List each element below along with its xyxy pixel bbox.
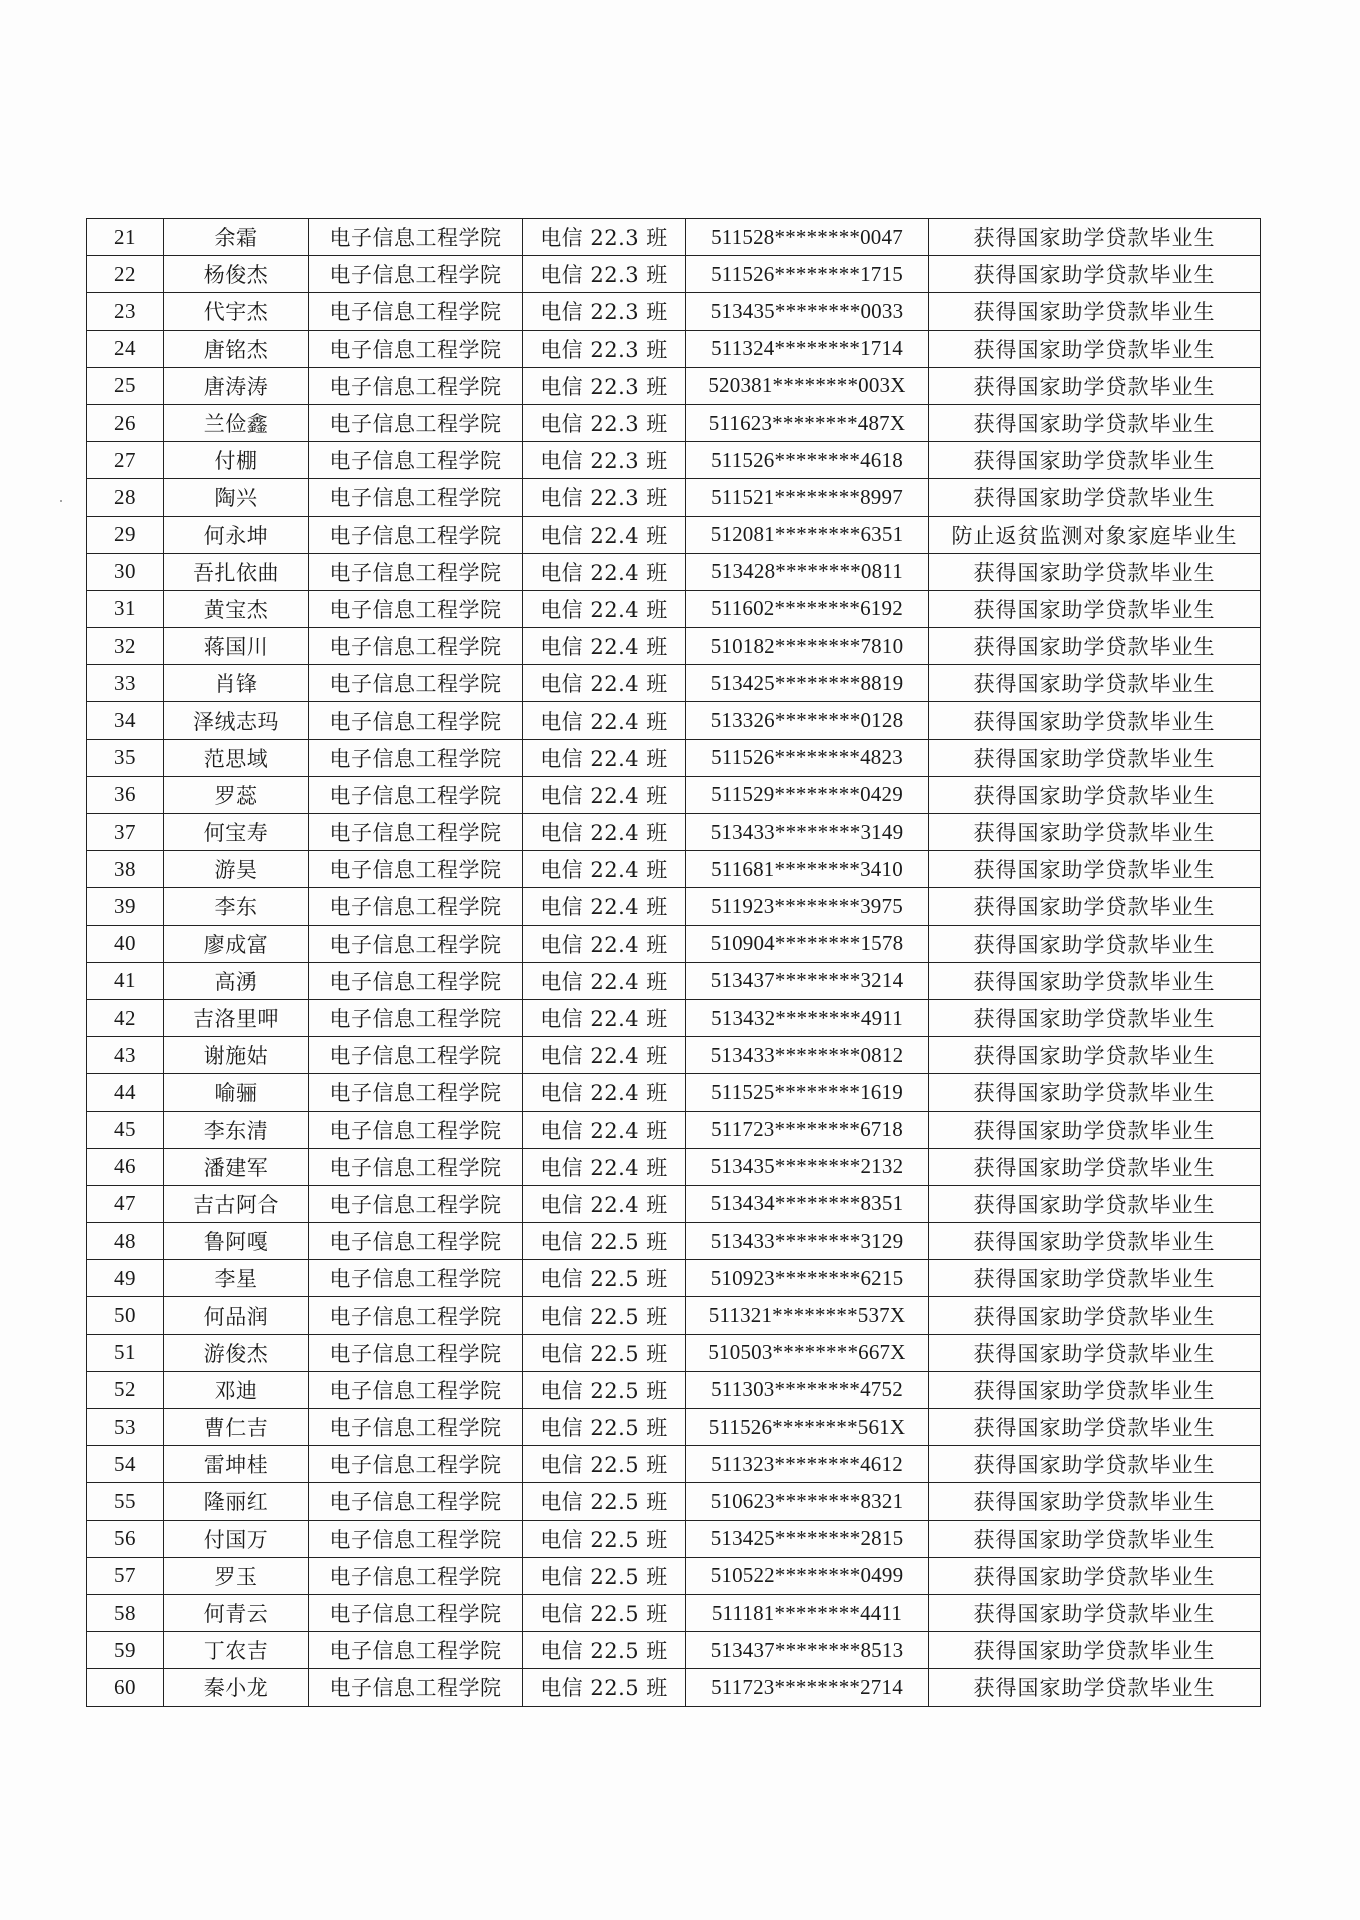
id-number-cell: 511521********8997	[686, 479, 929, 516]
college-cell: 电子信息工程学院	[309, 1037, 523, 1074]
college-cell: 电子信息工程学院	[309, 1148, 523, 1185]
student-name-cell: 蒋国川	[164, 628, 309, 665]
category-cell: 获得国家助学贷款毕业生	[929, 1520, 1261, 1557]
table-row	[87, 1037, 1261, 1074]
class-cell: 电信 22.3 班	[523, 479, 686, 516]
college-cell: 电子信息工程学院	[309, 1371, 523, 1408]
student-name-cell: 何宝寿	[164, 814, 309, 851]
category-cell: 获得国家助学贷款毕业生	[929, 293, 1261, 330]
table-row	[87, 1520, 1261, 1557]
id-number-cell: 511923********3975	[686, 888, 929, 925]
college-cell: 电子信息工程学院	[309, 256, 523, 293]
row-number-cell: 54	[87, 1446, 164, 1483]
category-cell: 获得国家助学贷款毕业生	[929, 925, 1261, 962]
college-cell: 电子信息工程学院	[309, 888, 523, 925]
college-cell: 电子信息工程学院	[309, 1409, 523, 1446]
id-number-cell: 511528********0047	[686, 219, 929, 256]
college-cell: 电子信息工程学院	[309, 479, 523, 516]
category-cell: 获得国家助学贷款毕业生	[929, 1334, 1261, 1371]
id-number-cell: 513437********8513	[686, 1632, 929, 1669]
student-name-cell: 李星	[164, 1260, 309, 1297]
student-name-cell: 邓迪	[164, 1371, 309, 1408]
student-name-cell: 潘建军	[164, 1148, 309, 1185]
row-number-cell: 27	[87, 442, 164, 479]
class-cell: 电信 22.4 班	[523, 665, 686, 702]
category-cell: 获得国家助学贷款毕业生	[929, 851, 1261, 888]
class-cell: 电信 22.3 班	[523, 367, 686, 404]
college-cell: 电子信息工程学院	[309, 776, 523, 813]
college-cell: 电子信息工程学院	[309, 1483, 523, 1520]
class-cell: 电信 22.4 班	[523, 628, 686, 665]
table-row	[87, 1260, 1261, 1297]
table-row	[87, 1483, 1261, 1520]
id-number-cell: 511681********3410	[686, 851, 929, 888]
college-cell: 电子信息工程学院	[309, 702, 523, 739]
id-number-cell: 511525********1619	[686, 1074, 929, 1111]
class-cell: 电信 22.4 班	[523, 553, 686, 590]
table-row	[87, 1185, 1261, 1222]
student-name-cell: 代宇杰	[164, 293, 309, 330]
row-number-cell: 40	[87, 925, 164, 962]
category-cell: 获得国家助学贷款毕业生	[929, 1409, 1261, 1446]
college-cell: 电子信息工程学院	[309, 330, 523, 367]
table-row	[87, 925, 1261, 962]
class-cell: 电信 22.4 班	[523, 925, 686, 962]
class-cell: 电信 22.4 班	[523, 590, 686, 627]
row-number-cell: 31	[87, 590, 164, 627]
class-cell: 电信 22.4 班	[523, 999, 686, 1036]
college-cell: 电子信息工程学院	[309, 1074, 523, 1111]
student-name-cell: 杨俊杰	[164, 256, 309, 293]
category-cell: 获得国家助学贷款毕业生	[929, 590, 1261, 627]
student-name-cell: 兰俭鑫	[164, 404, 309, 441]
id-number-cell: 513433********0812	[686, 1037, 929, 1074]
college-cell: 电子信息工程学院	[309, 516, 523, 553]
class-cell: 电信 22.4 班	[523, 516, 686, 553]
category-cell: 获得国家助学贷款毕业生	[929, 479, 1261, 516]
id-number-cell: 513433********3129	[686, 1223, 929, 1260]
college-cell: 电子信息工程学院	[309, 1557, 523, 1594]
category-cell: 获得国家助学贷款毕业生	[929, 1483, 1261, 1520]
row-number-cell: 50	[87, 1297, 164, 1334]
student-name-cell: 付棚	[164, 442, 309, 479]
student-name-cell: 吉古阿合	[164, 1185, 309, 1222]
row-number-cell: 28	[87, 479, 164, 516]
student-name-cell: 何品润	[164, 1297, 309, 1334]
id-number-cell: 513433********3149	[686, 814, 929, 851]
id-number-cell: 510923********6215	[686, 1260, 929, 1297]
id-number-cell: 511526********561X	[686, 1409, 929, 1446]
category-cell: 获得国家助学贷款毕业生	[929, 702, 1261, 739]
row-number-cell: 49	[87, 1260, 164, 1297]
category-cell: 获得国家助学贷款毕业生	[929, 1557, 1261, 1594]
class-cell: 电信 22.5 班	[523, 1632, 686, 1669]
id-number-cell: 511602********6192	[686, 590, 929, 627]
table-row	[87, 1446, 1261, 1483]
category-cell: 获得国家助学贷款毕业生	[929, 1074, 1261, 1111]
student-name-cell: 丁农吉	[164, 1632, 309, 1669]
student-name-cell: 唐涛涛	[164, 367, 309, 404]
row-number-cell: 60	[87, 1669, 164, 1706]
id-number-cell: 513435********2132	[686, 1148, 929, 1185]
table-row	[87, 1074, 1261, 1111]
student-name-cell: 李东	[164, 888, 309, 925]
class-cell: 电信 22.5 班	[523, 1557, 686, 1594]
id-number-cell: 510623********8321	[686, 1483, 929, 1520]
college-cell: 电子信息工程学院	[309, 628, 523, 665]
category-cell: 获得国家助学贷款毕业生	[929, 776, 1261, 813]
id-number-cell: 513425********2815	[686, 1520, 929, 1557]
row-number-cell: 42	[87, 999, 164, 1036]
student-name-cell: 唐铭杰	[164, 330, 309, 367]
table-row	[87, 1334, 1261, 1371]
class-cell: 电信 22.5 班	[523, 1669, 686, 1706]
table-row	[87, 1297, 1261, 1334]
id-number-cell: 510503********667X	[686, 1334, 929, 1371]
student-name-cell: 隆丽红	[164, 1483, 309, 1520]
class-cell: 电信 22.4 班	[523, 1148, 686, 1185]
student-name-cell: 余霜	[164, 219, 309, 256]
table-row	[87, 330, 1261, 367]
table-row	[87, 1557, 1261, 1594]
student-name-cell: 鲁阿嘎	[164, 1223, 309, 1260]
college-cell: 电子信息工程学院	[309, 851, 523, 888]
class-cell: 电信 22.4 班	[523, 776, 686, 813]
category-cell: 获得国家助学贷款毕业生	[929, 1446, 1261, 1483]
college-cell: 电子信息工程学院	[309, 404, 523, 441]
row-number-cell: 48	[87, 1223, 164, 1260]
row-number-cell: 32	[87, 628, 164, 665]
table-row	[87, 553, 1261, 590]
table-row	[87, 256, 1261, 293]
class-cell: 电信 22.4 班	[523, 888, 686, 925]
category-cell: 获得国家助学贷款毕业生	[929, 1037, 1261, 1074]
college-cell: 电子信息工程学院	[309, 1297, 523, 1334]
class-cell: 电信 22.5 班	[523, 1446, 686, 1483]
category-cell: 获得国家助学贷款毕业生	[929, 1594, 1261, 1631]
student-name-cell: 黄宝杰	[164, 590, 309, 627]
table-row	[87, 1669, 1261, 1706]
table-row	[87, 1594, 1261, 1631]
class-cell: 电信 22.5 班	[523, 1520, 686, 1557]
table-row	[87, 814, 1261, 851]
table-row	[87, 776, 1261, 813]
id-number-cell: 511526********4618	[686, 442, 929, 479]
row-number-cell: 23	[87, 293, 164, 330]
table-row	[87, 1409, 1261, 1446]
row-number-cell: 55	[87, 1483, 164, 1520]
table-row	[87, 590, 1261, 627]
class-cell: 电信 22.5 班	[523, 1260, 686, 1297]
id-number-cell: 513434********8351	[686, 1185, 929, 1222]
student-name-cell: 吾扎依曲	[164, 553, 309, 590]
category-cell: 获得国家助学贷款毕业生	[929, 999, 1261, 1036]
id-number-cell: 511303********4752	[686, 1371, 929, 1408]
row-number-cell: 44	[87, 1074, 164, 1111]
table-row	[87, 888, 1261, 925]
category-cell: 获得国家助学贷款毕业生	[929, 1223, 1261, 1260]
student-name-cell: 付国万	[164, 1520, 309, 1557]
id-number-cell: 511723********6718	[686, 1111, 929, 1148]
class-cell: 电信 22.4 班	[523, 1037, 686, 1074]
college-cell: 电子信息工程学院	[309, 1520, 523, 1557]
row-number-cell: 21	[87, 219, 164, 256]
student-name-cell: 何青云	[164, 1594, 309, 1631]
student-name-cell: 范思域	[164, 739, 309, 776]
class-cell: 电信 22.4 班	[523, 851, 686, 888]
scan-speck	[60, 500, 62, 502]
row-number-cell: 52	[87, 1371, 164, 1408]
id-number-cell: 511623********487X	[686, 404, 929, 441]
college-cell: 电子信息工程学院	[309, 293, 523, 330]
class-cell: 电信 22.5 班	[523, 1409, 686, 1446]
class-cell: 电信 22.4 班	[523, 814, 686, 851]
row-number-cell: 56	[87, 1520, 164, 1557]
id-number-cell: 511323********4612	[686, 1446, 929, 1483]
category-cell: 获得国家助学贷款毕业生	[929, 962, 1261, 999]
student-name-cell: 游俊杰	[164, 1334, 309, 1371]
student-name-cell: 廖成富	[164, 925, 309, 962]
id-number-cell: 511529********0429	[686, 776, 929, 813]
row-number-cell: 46	[87, 1148, 164, 1185]
student-name-cell: 吉洛里呷	[164, 999, 309, 1036]
category-cell: 获得国家助学贷款毕业生	[929, 442, 1261, 479]
college-cell: 电子信息工程学院	[309, 962, 523, 999]
row-number-cell: 53	[87, 1409, 164, 1446]
graduate-roster-table	[86, 218, 1261, 1707]
table-row	[87, 739, 1261, 776]
table-row	[87, 1111, 1261, 1148]
class-cell: 电信 22.5 班	[523, 1483, 686, 1520]
row-number-cell: 24	[87, 330, 164, 367]
class-cell: 电信 22.5 班	[523, 1371, 686, 1408]
roster-body	[87, 219, 1261, 1707]
id-number-cell: 511321********537X	[686, 1297, 929, 1334]
row-number-cell: 39	[87, 888, 164, 925]
table-row	[87, 479, 1261, 516]
college-cell: 电子信息工程学院	[309, 665, 523, 702]
row-number-cell: 37	[87, 814, 164, 851]
table-row	[87, 219, 1261, 256]
table-row	[87, 293, 1261, 330]
class-cell: 电信 22.4 班	[523, 739, 686, 776]
row-number-cell: 41	[87, 962, 164, 999]
row-number-cell: 38	[87, 851, 164, 888]
student-name-cell: 曹仁吉	[164, 1409, 309, 1446]
college-cell: 电子信息工程学院	[309, 1223, 523, 1260]
college-cell: 电子信息工程学院	[309, 219, 523, 256]
table-row	[87, 1148, 1261, 1185]
college-cell: 电子信息工程学院	[309, 1669, 523, 1706]
class-cell: 电信 22.3 班	[523, 442, 686, 479]
college-cell: 电子信息工程学院	[309, 1185, 523, 1222]
id-number-cell: 520381********003X	[686, 367, 929, 404]
row-number-cell: 36	[87, 776, 164, 813]
class-cell: 电信 22.4 班	[523, 1185, 686, 1222]
row-number-cell: 57	[87, 1557, 164, 1594]
category-cell: 获得国家助学贷款毕业生	[929, 1371, 1261, 1408]
category-cell: 获得国家助学贷款毕业生	[929, 1297, 1261, 1334]
category-cell: 获得国家助学贷款毕业生	[929, 814, 1261, 851]
row-number-cell: 51	[87, 1334, 164, 1371]
student-name-cell: 李东清	[164, 1111, 309, 1148]
class-cell: 电信 22.3 班	[523, 404, 686, 441]
table-row	[87, 628, 1261, 665]
table-row	[87, 516, 1261, 553]
row-number-cell: 45	[87, 1111, 164, 1148]
table-row	[87, 1632, 1261, 1669]
row-number-cell: 47	[87, 1185, 164, 1222]
class-cell: 电信 22.4 班	[523, 1111, 686, 1148]
college-cell: 电子信息工程学院	[309, 1260, 523, 1297]
category-cell: 防止返贫监测对象家庭毕业生	[929, 516, 1261, 553]
row-number-cell: 22	[87, 256, 164, 293]
college-cell: 电子信息工程学院	[309, 925, 523, 962]
class-cell: 电信 22.4 班	[523, 702, 686, 739]
college-cell: 电子信息工程学院	[309, 367, 523, 404]
student-name-cell: 罗玉	[164, 1557, 309, 1594]
row-number-cell: 26	[87, 404, 164, 441]
table-row	[87, 442, 1261, 479]
category-cell: 获得国家助学贷款毕业生	[929, 1185, 1261, 1222]
category-cell: 获得国家助学贷款毕业生	[929, 888, 1261, 925]
category-cell: 获得国家助学贷款毕业生	[929, 256, 1261, 293]
category-cell: 获得国家助学贷款毕业生	[929, 219, 1261, 256]
class-cell: 电信 22.4 班	[523, 1074, 686, 1111]
id-number-cell: 510522********0499	[686, 1557, 929, 1594]
category-cell: 获得国家助学贷款毕业生	[929, 1260, 1261, 1297]
college-cell: 电子信息工程学院	[309, 814, 523, 851]
row-number-cell: 58	[87, 1594, 164, 1631]
table-row	[87, 851, 1261, 888]
id-number-cell: 511324********1714	[686, 330, 929, 367]
class-cell: 电信 22.3 班	[523, 293, 686, 330]
category-cell: 获得国家助学贷款毕业生	[929, 367, 1261, 404]
category-cell: 获得国家助学贷款毕业生	[929, 553, 1261, 590]
student-name-cell: 罗蕊	[164, 776, 309, 813]
category-cell: 获得国家助学贷款毕业生	[929, 404, 1261, 441]
student-name-cell: 何永坤	[164, 516, 309, 553]
id-number-cell: 513425********8819	[686, 665, 929, 702]
category-cell: 获得国家助学贷款毕业生	[929, 330, 1261, 367]
class-cell: 电信 22.5 班	[523, 1297, 686, 1334]
table-row	[87, 404, 1261, 441]
student-name-cell: 泽绒志玛	[164, 702, 309, 739]
college-cell: 电子信息工程学院	[309, 1446, 523, 1483]
student-name-cell: 秦小龙	[164, 1669, 309, 1706]
college-cell: 电子信息工程学院	[309, 590, 523, 627]
id-number-cell: 513437********3214	[686, 962, 929, 999]
student-name-cell: 雷坤桂	[164, 1446, 309, 1483]
college-cell: 电子信息工程学院	[309, 739, 523, 776]
id-number-cell: 511526********1715	[686, 256, 929, 293]
table-row	[87, 367, 1261, 404]
category-cell: 获得国家助学贷款毕业生	[929, 1669, 1261, 1706]
id-number-cell: 513432********4911	[686, 999, 929, 1036]
college-cell: 电子信息工程学院	[309, 1334, 523, 1371]
student-name-cell: 陶兴	[164, 479, 309, 516]
table-row	[87, 1223, 1261, 1260]
category-cell: 获得国家助学贷款毕业生	[929, 1148, 1261, 1185]
table-row	[87, 999, 1261, 1036]
class-cell: 电信 22.3 班	[523, 256, 686, 293]
class-cell: 电信 22.3 班	[523, 330, 686, 367]
id-number-cell: 510904********1578	[686, 925, 929, 962]
student-name-cell: 高湧	[164, 962, 309, 999]
id-number-cell: 512081********6351	[686, 516, 929, 553]
college-cell: 电子信息工程学院	[309, 999, 523, 1036]
row-number-cell: 35	[87, 739, 164, 776]
category-cell: 获得国家助学贷款毕业生	[929, 1632, 1261, 1669]
id-number-cell: 511181********4411	[686, 1594, 929, 1631]
category-cell: 获得国家助学贷款毕业生	[929, 1111, 1261, 1148]
id-number-cell: 513435********0033	[686, 293, 929, 330]
category-cell: 获得国家助学贷款毕业生	[929, 628, 1261, 665]
row-number-cell: 25	[87, 367, 164, 404]
student-name-cell: 谢施姑	[164, 1037, 309, 1074]
row-number-cell: 43	[87, 1037, 164, 1074]
row-number-cell: 33	[87, 665, 164, 702]
class-cell: 电信 22.5 班	[523, 1223, 686, 1260]
id-number-cell: 510182********7810	[686, 628, 929, 665]
category-cell: 获得国家助学贷款毕业生	[929, 665, 1261, 702]
class-cell: 电信 22.5 班	[523, 1334, 686, 1371]
class-cell: 电信 22.3 班	[523, 219, 686, 256]
college-cell: 电子信息工程学院	[309, 553, 523, 590]
table-row	[87, 1371, 1261, 1408]
row-number-cell: 30	[87, 553, 164, 590]
class-cell: 电信 22.4 班	[523, 962, 686, 999]
college-cell: 电子信息工程学院	[309, 1594, 523, 1631]
student-name-cell: 肖锋	[164, 665, 309, 702]
college-cell: 电子信息工程学院	[309, 442, 523, 479]
class-cell: 电信 22.5 班	[523, 1594, 686, 1631]
row-number-cell: 59	[87, 1632, 164, 1669]
college-cell: 电子信息工程学院	[309, 1111, 523, 1148]
id-number-cell: 513428********0811	[686, 553, 929, 590]
id-number-cell: 511723********2714	[686, 1669, 929, 1706]
table-row	[87, 702, 1261, 739]
table-row	[87, 962, 1261, 999]
id-number-cell: 511526********4823	[686, 739, 929, 776]
table-row	[87, 665, 1261, 702]
student-name-cell: 游昊	[164, 851, 309, 888]
category-cell: 获得国家助学贷款毕业生	[929, 739, 1261, 776]
college-cell: 电子信息工程学院	[309, 1632, 523, 1669]
row-number-cell: 34	[87, 702, 164, 739]
student-name-cell: 喻骊	[164, 1074, 309, 1111]
id-number-cell: 513326********0128	[686, 702, 929, 739]
row-number-cell: 29	[87, 516, 164, 553]
